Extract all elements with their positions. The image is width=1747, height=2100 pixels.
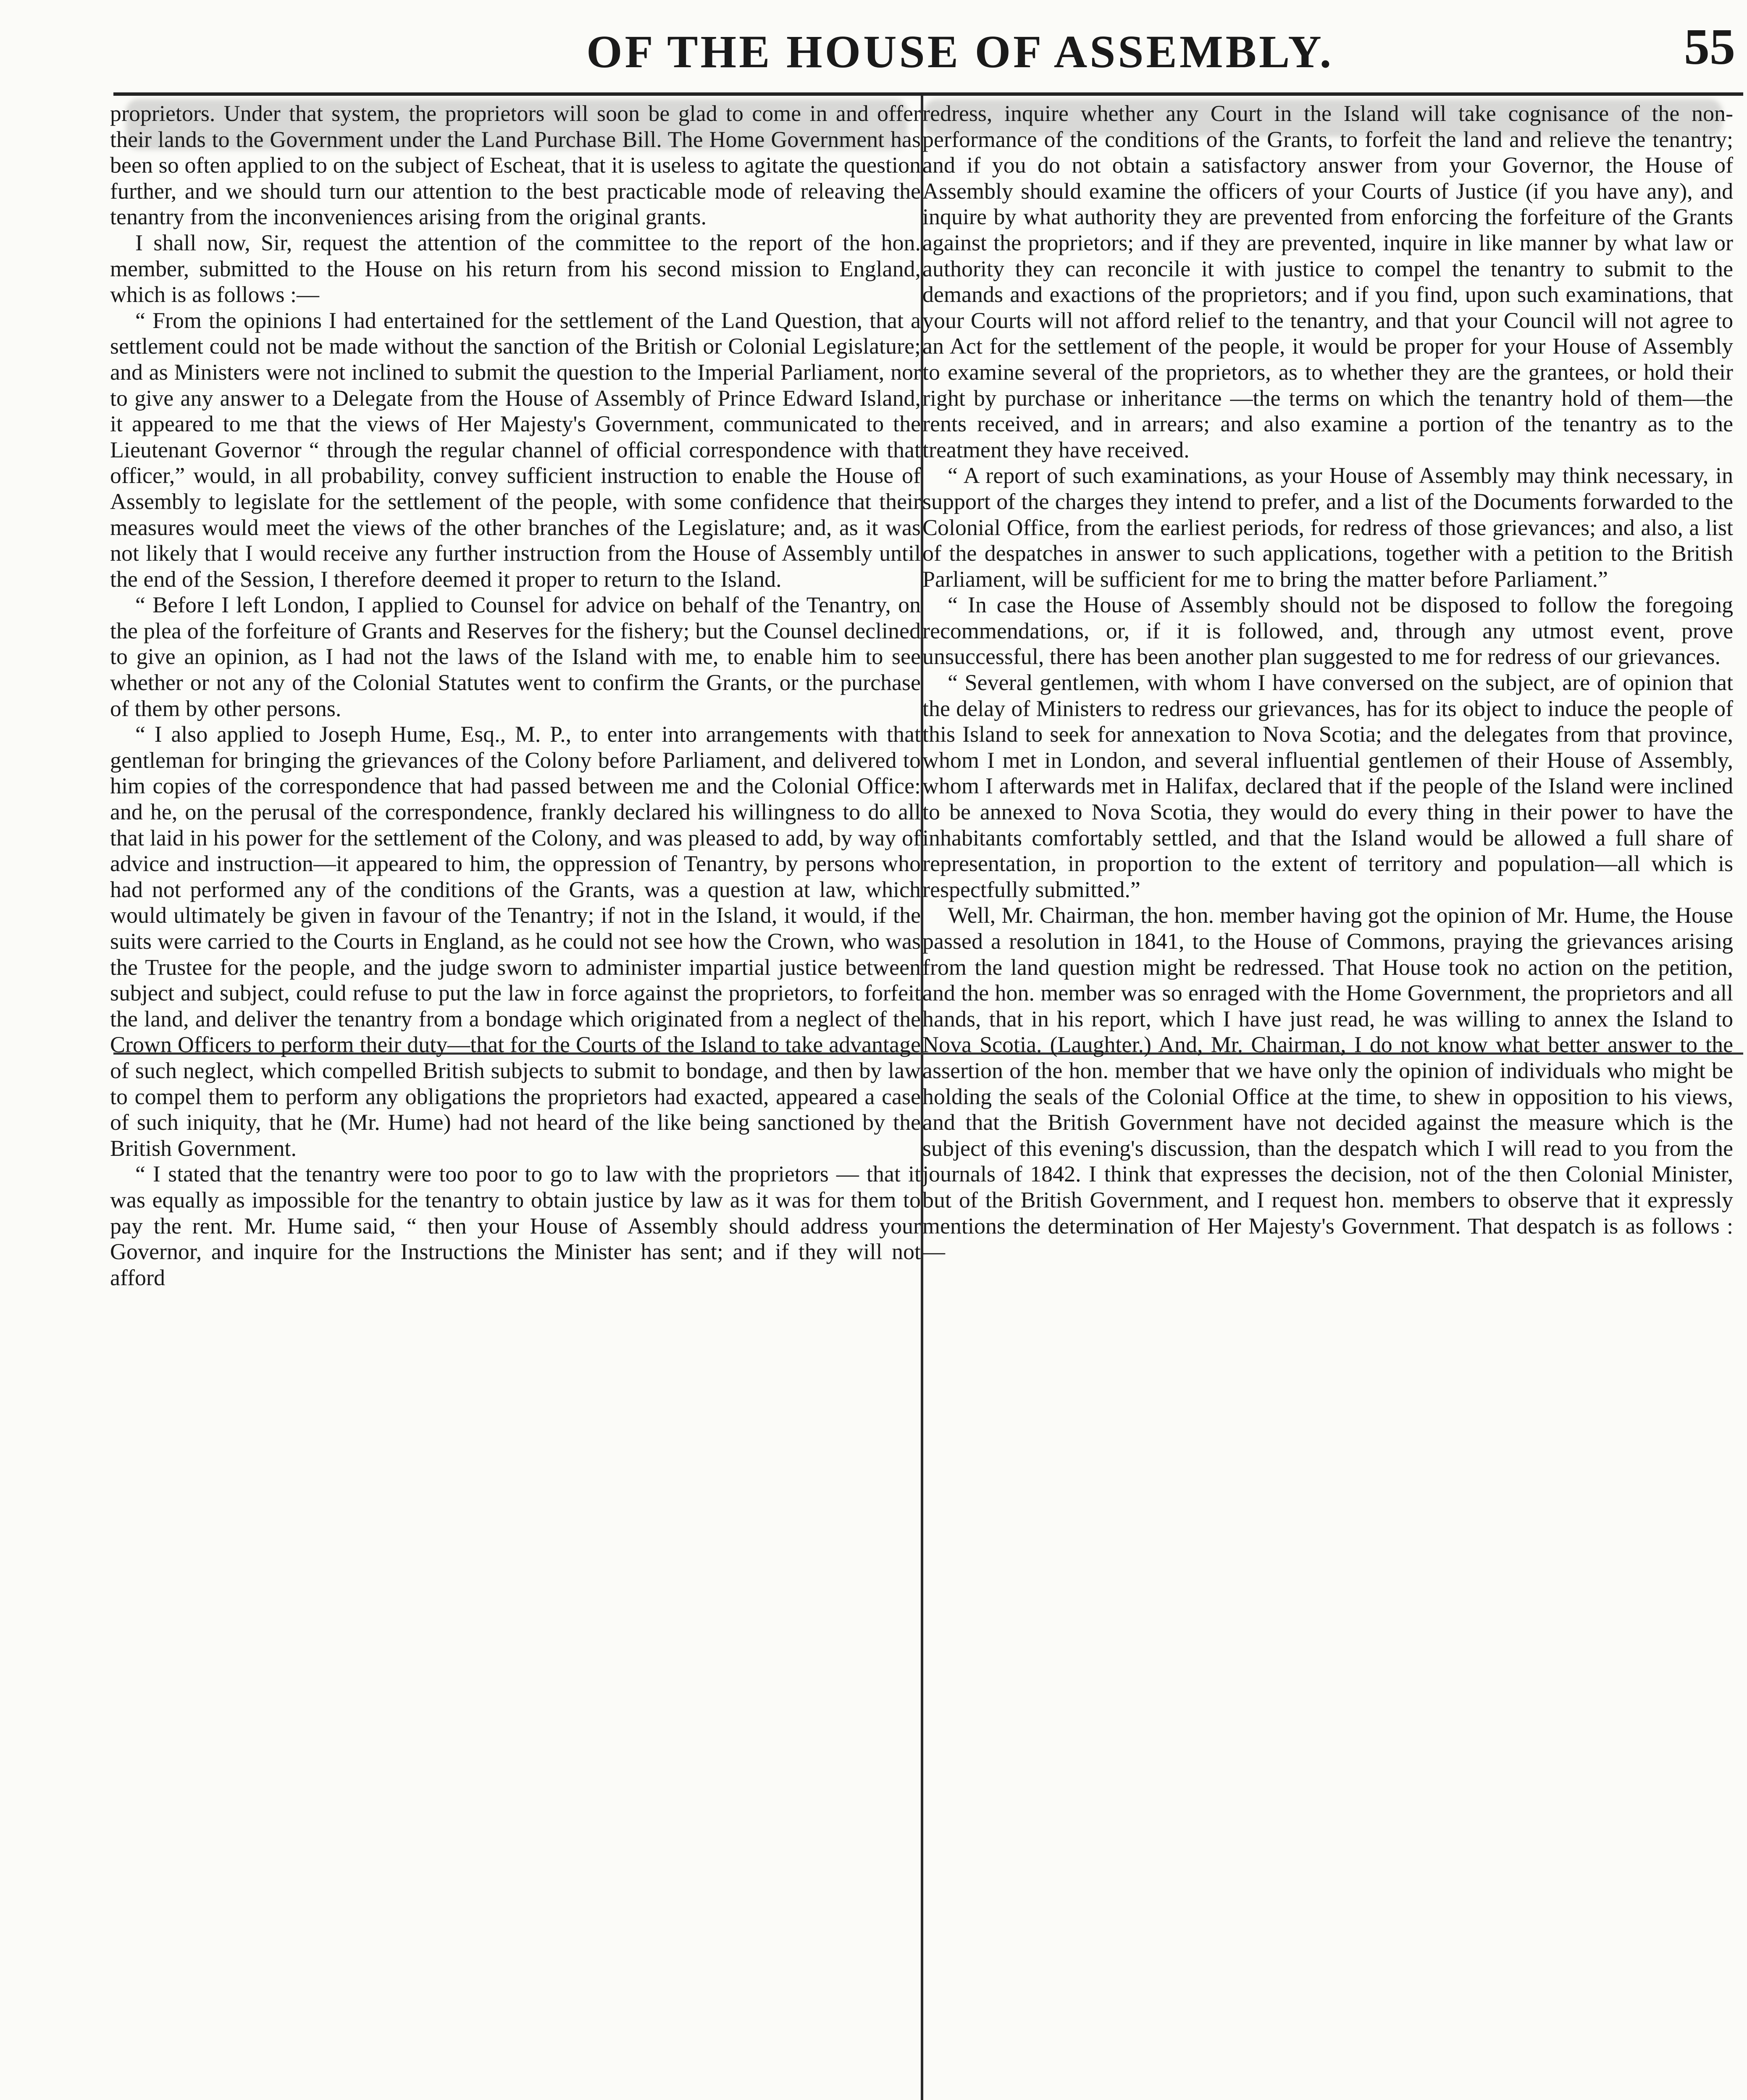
- left-column: [110, 101, 921, 1291]
- header-rule: [113, 92, 1743, 96]
- paragraph: “ Before I left London, I applied to Counsel for advice on behalf of the Tenantry, on the plea of the forfeiture of Grants and Reserves for the fishery; but the Counsel declined to give an opinion, as I had not the laws of the Island with me, to enable him to see whether or not any of the Colonial Statutes went to confirm the Grants, or the purchase of them by other persons.: [110, 592, 921, 721]
- paragraph: Well, Mr. Chairman, the hon. member having got the opinion of Mr. Hume, the House passed a resolution in 1841, to the House of Commons, praying the grievances arising from the land question might be redressed. That House took no action on the petition, and the hon. member was so enraged with the Home Government, the proprietors and all hands, that in his report, which I have just read, he was willing to annex the Island to Nova Scotia. (Laughter.) And, Mr. Chairman, I do not know what better answer to the assertion of the hon. member that we have only the opinion of individuals who might be holding the seals of the Colonial Office at the time, to shew in opposition to his views, and that the British Government have not decided against the measure which is the subject of this evening's discussion, than the despatch which I will read to you from the journals of 1842. I think that expresses the decision, not of the then Colonial Minister, but of the British Government, and I request hon. members to observe that it expressly mentions the determination of Her Majesty's Government. That despatch is as follows :—: [922, 903, 1733, 1265]
- right-column: [922, 101, 1733, 1265]
- page-number: 55: [1684, 18, 1735, 75]
- running-head: OF THE HOUSE OF ASSEMBLY.: [586, 26, 1334, 77]
- paragraph: “ I stated that the tenantry were too poor to go to law with the proprietors — that it was equally as impossible for the tenantry to obtain justice by law as it was for them to pay the rent. Mr. Hume said, “ then your House of Assembly should address your Governor, and inquire for the Instructions the Minister has sent; and if they will not afford: [110, 1161, 921, 1290]
- paragraph: “ I also applied to Joseph Hume, Esq., M. P., to enter into arrangements with that gentleman for bringing the grievances of the Colony before Parliament, and delivered to him copies of the correspondence that had passed between me and the Colonial Office: and he, on the perusal of the correspondence, frankly declared his willingness to do all that laid in his power for the settlement of the Colony, and was pleased to add, by way of advice and instruction—it appeared to him, the oppression of Tenantry, by persons who had not performed any of the conditions of the Grants, was a question at law, which would ultimately be given in favour of the Tenantry; if not in the Island, it would, if the suits were carried to the Courts in England, as he could not see how the Crown, who was the Trustee for the people, and the judge sworn to administer impartial justice between subject and subject, could refuse to put the law in force against the proprietors, to forfeit the land, and deliver the tenantry from a bondage which originated from a neglect of the Crown Officers to perform their duty—that for the Courts of the Island to take advantage of such neglect, which compelled British subjects to submit to bondage, and then by law to compel them to perform any obligations the proprietors had exacted, appeared a case of such iniquity, that he (Mr. Hume) had not heard of the like being sanctioned by the British Government.: [110, 722, 921, 1161]
- paragraph: “ A report of such examinations, as your House of Assembly may think necessary, in support of the charges they intend to prefer, and a list of the Documents forwarded to the Colonial Office, from the earliest periods, for redress of those grievances; and also, a list of the despatches in answer to such applications, together with a petition to the British Parliament, will be sufficient for me to bring the matter before Parliament.”: [922, 463, 1733, 592]
- paragraph: “ From the opinions I had entertained for the settlement of the Land Question, that a settlement could not be made without the sanction of the British or Colonial Legislature; and as Ministers were not inclined to submit the question to the Imperial Parliament, nor to give any answer to a Delegate from the House of Assembly of Prince Edward Island, it appeared to me that the views of Her Majesty's Government, communicated to the Lieutenant Governor “ through the regular channel of official correspondence with that officer,” would, in all probability, convey sufficient instruction to enable the House of Assembly to legislate for the settlement of the people, with some confidence that their measures would meet the views of the other branches of the Legislature; and, as it was not likely that I would receive any further instruction from the House of Assembly until the end of the Session, I therefore deemed it proper to return to the Island.: [110, 307, 921, 592]
- paragraph: “ Several gentlemen, with whom I have conversed on the subject, are of opinion that the delay of Ministers to redress our grievances, has for its object to induce the people of this Island to seek for annexation to Nova Scotia; and the delegates from that province, whom I met in London, and several influential gentlemen of their House of Assembly, whom I afterwards met in Halifax, declared that if the people of the Island were inclined to be annexed to Nova Scotia, they would do every thing in their power to have the inhabitants comfortably settled, and that the Island would be allowed a full share of representation, in proportion to the extent of territory and population—all which is respectfully submitted.”: [922, 670, 1733, 902]
- paragraph: I shall now, Sir, request the attention of the committee to the report of the hon. member, submitted to the House on his return from his second mission to England, which is as follows :—: [110, 230, 921, 307]
- paragraph: proprietors. Under that system, the proprietors will soon be glad to come in and offer their lands to the Government under the Land Purchase Bill. The Home Government has been so often applied to on the subject of Escheat, that it is useless to agitate the question further, and we should turn our attention to the best practicable mode of releaving the tenantry from the inconveniences arising from the original grants.: [110, 101, 921, 230]
- paragraph: “ In case the House of Assembly should not be disposed to follow the foregoing recommendations, or, if it is followed, and, through any utmost event, prove unsuccessful, there has been another plan suggested to me for redress of our grievances.: [922, 592, 1733, 669]
- paragraph: redress, inquire whether any Court in the Island will take cognisance of the non-performance of the conditions of the Grants, to forfeit the land and relieve the tenantry; and if you do not obtain a satisfactory answer from your Governor, the House of Assembly should examine the officers of your Courts of Justice (if you have any), and inquire by what authority they are prevented from enforcing the forfeiture of the Grants against the proprietors; and if they are prevented, inquire in like manner by what law or authority they can reconcile it with justice to compel the tenantry to submit to the demands and exactions of the proprietors; and if you find, upon such examinations, that your Courts will not afford relief to the tenantry, and that your Council will not agree to an Act for the settlement of the people, it would be proper for your House of Assembly to examine several of the proprietors, as to whether they are the grantees, or hold their right by purchase or inheritance —the terms on which the tenantry hold of them—the rents received, and in arrears; and also examine a portion of the tenantry as to the treatment they have received.: [922, 101, 1733, 462]
